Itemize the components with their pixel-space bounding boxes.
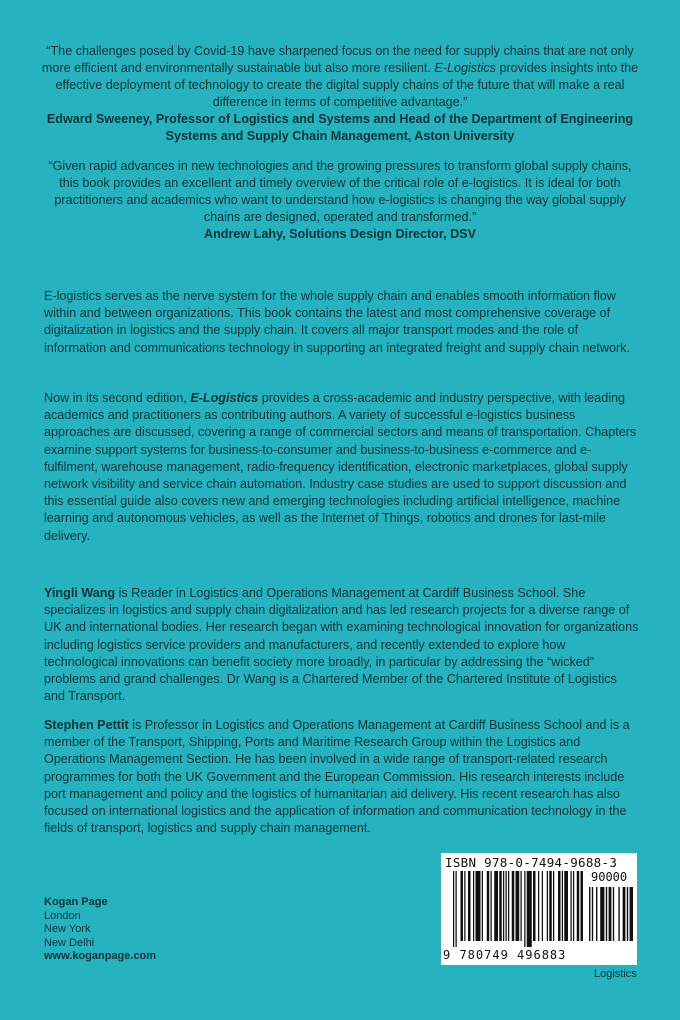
publisher-city: London xyxy=(44,909,81,922)
author-1-name: Yingli Wang xyxy=(44,586,116,600)
publisher-url: www.koganpage.com xyxy=(44,950,157,962)
barcode-bar xyxy=(577,871,580,941)
description-p2-intro: Now in its second edition, xyxy=(44,391,191,405)
barcode-bar xyxy=(562,871,563,941)
barcode-bar xyxy=(508,871,509,941)
barcode-bar xyxy=(461,871,464,941)
description-paragraph-2 xyxy=(44,390,640,545)
barcode-bar xyxy=(571,871,572,941)
barcode-bar xyxy=(549,871,552,941)
barcode-bar xyxy=(512,871,515,941)
barcode-bar xyxy=(524,871,525,947)
barcode-bar xyxy=(538,871,539,941)
publisher-name: Kogan Page xyxy=(44,896,108,908)
price-barcode-bars xyxy=(589,887,633,947)
category-label: Logistics xyxy=(594,968,637,980)
barcode-digits: 9 780749 496883 xyxy=(443,948,567,962)
barcode-bar xyxy=(527,871,532,947)
barcode-bar xyxy=(533,871,536,941)
publisher-city: New Delhi xyxy=(44,936,95,949)
barcode-bar xyxy=(453,871,454,947)
barcode-bar xyxy=(476,871,481,941)
barcode-bar xyxy=(606,887,607,941)
barcode-bar xyxy=(516,871,520,941)
barcode-bar xyxy=(482,871,483,941)
barcode-bar xyxy=(618,887,619,941)
barcode-bar xyxy=(521,871,522,941)
endorsement-quote-2 xyxy=(40,158,640,243)
publisher-block xyxy=(44,896,156,964)
description-p2-text: provides a cross-academic and industry perspective, with leading academics and practitioners as contributing authors. A variety of successful e-logistics business approaches are discussed, covering a range of commercial sectors and means of transportation. Chapters examine support systems for business-to-consumer and business-to-business e-commerce and e-fulfilment, warehouse management, radio-frequency identification, electronic marketplaces, global supply network visibility and service chain automation. Industry case studies are used to support discussion and this essential guide also covers new and emerging technologies including artificial intelligence, machine learning and autonomous vehicles, as well as the Internet of Things, robotics and drones for last-mile delivery. xyxy=(44,391,637,543)
barcode-bar xyxy=(596,887,597,941)
barcode-bar xyxy=(558,871,561,941)
barcode-bars xyxy=(453,871,583,947)
endorsement-quote-1 xyxy=(40,43,640,145)
author-bio-1 xyxy=(44,585,640,705)
quote-1-text: “The challenges posed by Covid-19 have sharpened focus on the need for supply chains that are not only more efficient and environmentally sustainable but also more resilient. xyxy=(41,44,634,75)
barcode-bar xyxy=(547,871,548,941)
barcode-bar xyxy=(542,871,543,941)
barcode-bar xyxy=(487,871,490,941)
quote-1-book-title: E-Logistics xyxy=(434,61,496,75)
barcode-bar xyxy=(627,887,628,941)
description-paragraph-1: E-logistics serves as the nerve system for the whole supply chain and enables smooth information flow within and between organizations. This book contains the latest and most comprehensive coverage of digitalization in logistics and the supply chain. It covers all major transport modes and the role of information and communications technology in supporting an integrated freight and supply chain network. xyxy=(44,289,630,355)
author-1-bio: is Reader in Logistics and Operations Management at Cardiff Business School. She specializes in logistics and supply chain digitalization and has led research projects for a diverse range of UK and international bodies. Her research began with examining technological innovation for organizations including logistics service providers and manufacturers, and recently extended to explore how technological innovations can benefit society more broadly, in particular by addressing the “wicked” problems and grand challenges. Dr Wang is a Chartered Member of the Chartered Institute of Logistics and Transport. xyxy=(44,586,639,704)
author-2-name: Stephen Pettit xyxy=(44,718,129,732)
barcode-bar xyxy=(506,871,507,941)
barcode-bar xyxy=(589,887,590,941)
quote-2-text: “Given rapid advances in new technologies and the growing pressures to transform global supply chains, this book provides an excellent and timely overview of the critical role of e-logistics. It is ideal for both practitioners and academics who want to understand how e-logistics is changing the way global supply chains are designed, operated and transformed.” xyxy=(48,159,632,224)
description-p2-title: E-Logistics xyxy=(190,391,259,405)
barcode-bar xyxy=(456,871,457,947)
barcode-bar xyxy=(553,871,554,941)
barcode-bar xyxy=(499,871,502,941)
isbn-text: ISBN 978-0-7494-9688-3 xyxy=(445,855,618,870)
author-2-bio: is Professor in Logistics and Operations Management at Cardiff Business School and is a member of the Transport, Shipping, Ports and Maritime Research Group within the Logistics and Operations Management Section. He has been involved in a wide range of transport-related research programmes for both the UK Government and the European Commission. His research interests include port management and policy and the logistics of humanitarian aid delivery. His recent research has also focused on international logistics and the application of information and communication technology in the fields of transport, logistics and supply chain management. xyxy=(44,718,630,836)
barcode-bar xyxy=(473,871,474,941)
barcode-bar xyxy=(494,871,498,941)
barcode-bar xyxy=(581,871,584,941)
author-bio-2 xyxy=(44,717,640,837)
barcode-bar xyxy=(623,887,626,941)
barcode-bar xyxy=(503,871,504,941)
quote-1-text-end: provides insights into the effective deployment of technology to create the digital supply chains of the future that will make a real difference in terms of competitive advantage.” xyxy=(55,61,639,109)
barcode-bar xyxy=(609,887,612,941)
quote-1-attribution: Edward Sweeney, Professor of Logistics and Systems and Head of the Department of Engineering Systems and Supply Chain Management, Aston University xyxy=(46,112,634,143)
barcode-bar xyxy=(564,871,568,941)
barcode-bar xyxy=(613,887,614,941)
isbn-barcode xyxy=(441,853,637,965)
barcode-bar xyxy=(592,887,593,941)
barcode-bar xyxy=(468,871,471,941)
barcode-bar xyxy=(573,871,574,941)
price-code: 90000 xyxy=(591,870,628,884)
barcode-bar xyxy=(491,871,492,941)
barcode-bar xyxy=(630,887,633,941)
quote-2-attribution: Andrew Lahy, Solutions Design Director, DSV xyxy=(204,227,476,241)
publisher-city: New York xyxy=(44,923,91,935)
barcode-bar xyxy=(600,887,604,941)
barcode-bar xyxy=(464,871,465,941)
